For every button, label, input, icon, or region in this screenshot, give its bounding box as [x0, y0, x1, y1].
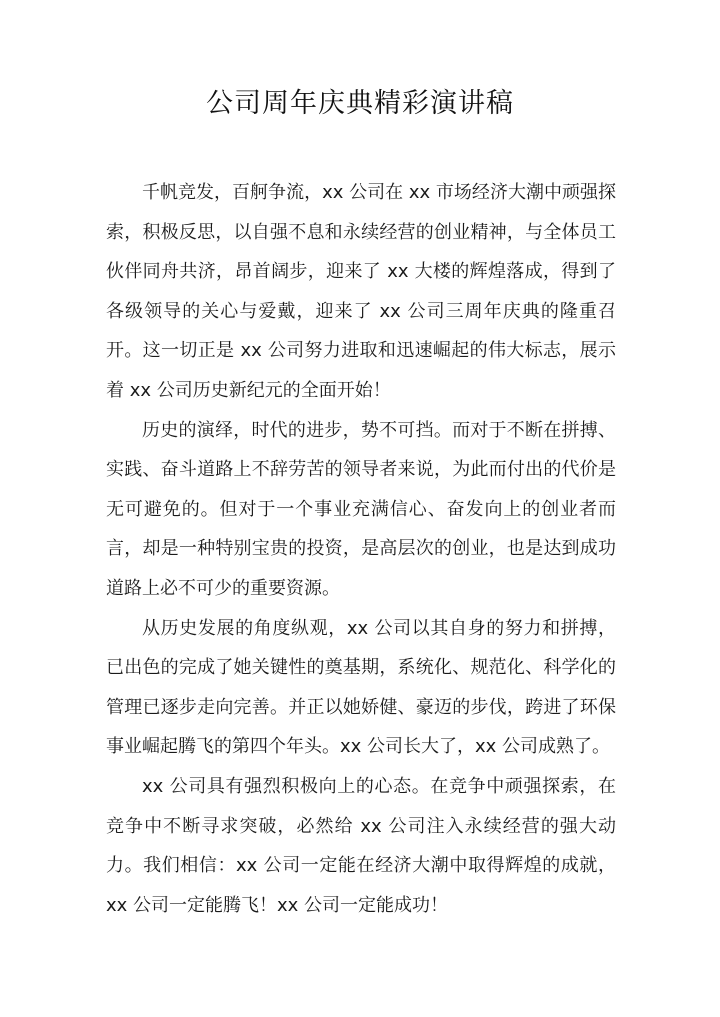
paragraph-1: 千帆竞发，百舸争流，xx 公司在 xx 市场经济大潮中顽强探索，积极反思，以自强不息和永续经营的创业精神，与全体员工伙伴同舟共济，昂首阔步，迎来了 xx 大楼的辉煌落成，得到了各级领导的关心与爱戴，迎来了 xx 公司三周年庆典的隆重召开。这一切正是 xx 公司努力进取和迅速崛起的伟大标志，展示着 xx 公司历史新纪元的全面开始！ [106, 182, 616, 401]
paragraph-2: 历史的演绎，时代的进步，势不可挡。而对于不断在拼搏、实践、奋斗道路上不辞劳苦的领导者来说，为此而付出的代价是无可避免的。但对于一个事业充满信心、奋发向上的创业者而言，却是一种特别宝贵的投资，是高层次的创业，也是达到成功道路上必不可少的重要资源。 [106, 419, 616, 599]
paragraph-3: 从历史发展的角度纵观，xx 公司以其自身的努力和拼搏，已出色的完成了她关键性的奠基期，系统化、规范化、科学化的管理已逐步走向完善。并正以她娇健、豪迈的步伐，跨进了环保事业崛起腾飞的第四个年头。xx 公司长大了，xx 公司成熟了。 [106, 617, 616, 758]
document-body [106, 173, 616, 925]
paragraph-4: xx 公司具有强烈积极向上的心态。在竞争中顽强探索，在竞争中不断寻求突破，必然给 xx 公司注入永续经营的强大动力。我们相信：xx 公司一定能在经济大潮中取得辉煌的成就，xx 公司一定能腾飞！xx 公司一定能成功！ [106, 775, 616, 916]
document-title: 公司周年庆典精彩演讲稿 [206, 88, 514, 119]
